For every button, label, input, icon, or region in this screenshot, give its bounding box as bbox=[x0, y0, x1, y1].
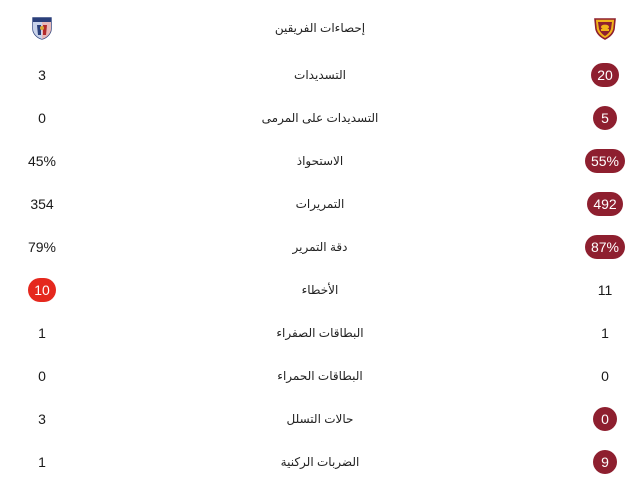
right-value-cell bbox=[572, 182, 638, 225]
right-team-value-badge: 5 bbox=[593, 106, 617, 130]
right-value-cell bbox=[572, 354, 638, 397]
right-team-value-badge: 87% bbox=[585, 235, 625, 259]
stat-row-red-cards bbox=[0, 354, 640, 397]
right-team-value-badge: 0 bbox=[593, 407, 617, 431]
left-team-value: 0 bbox=[38, 367, 46, 384]
left-team-value: 354 bbox=[30, 195, 54, 212]
stat-label: الاستحواذ bbox=[296, 153, 344, 168]
stat-label: حالات التسلل bbox=[286, 411, 354, 426]
right-team-logo bbox=[572, 6, 638, 49]
stat-label: البطاقات الصفراء bbox=[276, 325, 364, 340]
right-team-value: 1 bbox=[601, 324, 609, 341]
left-team-value: 1 bbox=[38, 453, 46, 470]
stat-label: الضربات الركنية bbox=[280, 454, 360, 469]
stat-label: التسديدات bbox=[294, 67, 346, 82]
left-team-value-badge: 10 bbox=[28, 278, 56, 302]
right-team-value-badge: 20 bbox=[591, 63, 619, 87]
left-value-cell bbox=[14, 53, 70, 96]
right-value-cell bbox=[572, 139, 638, 182]
left-team-value: 45% bbox=[27, 152, 57, 169]
stat-row-shots-on-target bbox=[0, 96, 640, 139]
left-value-cell bbox=[14, 96, 70, 139]
right-team-value-badge: 492 bbox=[587, 192, 622, 216]
left-team-logo bbox=[14, 6, 70, 49]
stat-label: دقة التمرير bbox=[292, 239, 348, 254]
left-team-value: 0 bbox=[38, 109, 46, 126]
right-team-value-badge: 9 bbox=[593, 450, 617, 474]
stat-row-pass-accuracy bbox=[0, 225, 640, 268]
right-value-cell bbox=[572, 397, 638, 440]
right-team-value-badge: 55% bbox=[585, 149, 625, 173]
right-value-cell bbox=[572, 311, 638, 354]
stats-header bbox=[0, 6, 640, 49]
stat-label: التمريرات bbox=[295, 196, 345, 211]
stat-label: التسديدات على المرمى bbox=[261, 110, 379, 125]
right-value-cell bbox=[572, 440, 638, 483]
left-value-cell bbox=[14, 182, 70, 225]
right-value-cell bbox=[572, 268, 638, 311]
stat-row-fouls bbox=[0, 268, 640, 311]
stat-row-offsides bbox=[0, 397, 640, 440]
stat-row-corners bbox=[0, 440, 640, 483]
left-value-cell bbox=[14, 354, 70, 397]
left-value-cell bbox=[14, 268, 70, 311]
crest-icon bbox=[29, 15, 55, 41]
right-team-value: 0 bbox=[601, 367, 609, 384]
right-value-cell bbox=[572, 96, 638, 139]
left-team-value: 79% bbox=[27, 238, 57, 255]
left-value-cell bbox=[14, 311, 70, 354]
stat-row-possession bbox=[0, 139, 640, 182]
right-value-cell bbox=[572, 53, 638, 96]
left-value-cell bbox=[14, 139, 70, 182]
stat-row-shots bbox=[0, 53, 640, 96]
right-team-value: 11 bbox=[597, 281, 613, 298]
stats-title: إحصاءات الفريقين bbox=[274, 20, 366, 35]
stat-row-passes bbox=[0, 182, 640, 225]
left-value-cell bbox=[14, 225, 70, 268]
left-value-cell bbox=[14, 397, 70, 440]
right-value-cell bbox=[572, 225, 638, 268]
stat-label: الأخطاء bbox=[301, 282, 339, 297]
stat-row-yellow-cards bbox=[0, 311, 640, 354]
left-team-value: 3 bbox=[38, 66, 46, 83]
left-value-cell bbox=[14, 440, 70, 483]
left-team-value: 3 bbox=[38, 410, 46, 427]
stat-label: البطاقات الحمراء bbox=[277, 368, 363, 383]
roma-crest-icon bbox=[592, 15, 618, 41]
left-team-value: 1 bbox=[38, 324, 46, 341]
